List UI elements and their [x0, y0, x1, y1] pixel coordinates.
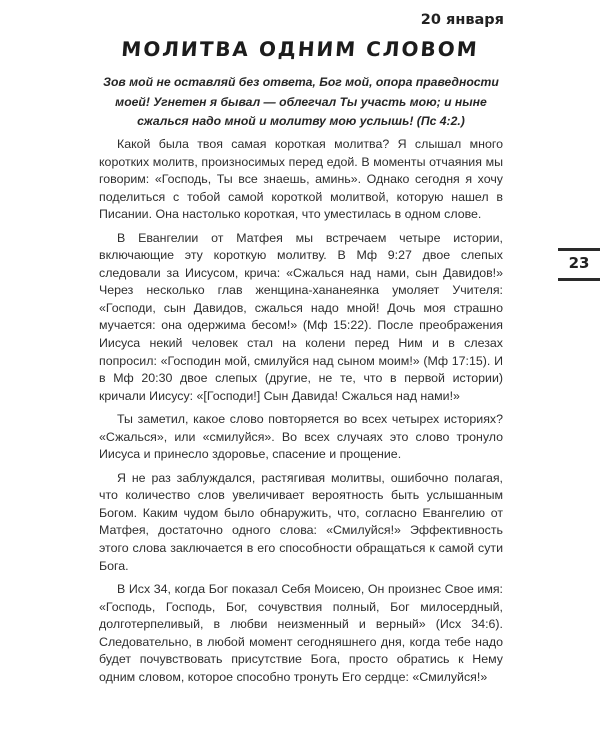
paragraph-1: Какой была твоя самая короткая молитва? Я слышал много коротких молитв, произносимых перед едой. В моменты отчаяния мы говорим: «Господь, Ты все знаешь, аминь». Однако сегодня я хочу поделиться с тобой самой короткой молитвой, которую нашел в Писании. Она настолько короткая, что уместилась в одном слове. — [99, 137, 503, 222]
epigraph-verse: Зов мой не оставляй без ответа, Бог мой, опора праведности моей! Угнетен я бывал — облегчал Ты участь мою; и ныне сжалься надо мной и молитву мою услышь! (Пс 4:2.) — [103, 75, 499, 128]
paragraph-4: Я не раз заблуждался, растягивая молитвы, ошибочно полагая, что количество слов увеличивает вероятность быть услышанным Богом. Каким чудом было обнаружить, что, согласно Евангелию от Матфея, достаточно одного слова: «Смилуйся!» Эффективность этого слова заключается в его способности обращаться к самой сути Бога. — [99, 470, 503, 573]
page-tab-top-rule — [558, 248, 600, 251]
paragraph-2: В Евангелии от Матфея мы встречаем четыре истории, включающие эту короткую молитву. В Мф 9:27 двое слепых следовали за Иисусом, крича: «Сжалься над нами, сын Давидов!» Через несколько глав женщина-хананеянка умоляет Учителя: «Господи, сын Давидов, сжалься надо мной! Дочь моя страшно мучается: она одержима бесом!» (Мф 15:22). После преображения Иисуса некий человек стал на колени перед Ним и в слезах попросил: «Господин мой, смилуйся над сыном моим!» (Мф 17:15). И в Мф 20:30 двое слепых (другие, не те, что в первой истории) кричали Иисусу: «[Господи!] Сын Давида! Сжалься над нами!» — [99, 230, 503, 403]
paragraph-5: В Исх 34, когда Бог показал Себя Моисею, Он произнес Свое имя: «Господь, Господь, Бог, сочувствия полный, Бог милосердный, долготерпеливый, в любви неизменный и верный» (Исх 34:6). Следовательно, в любой момент сегодняшнего дня, когда тебе надо будет почувствовать присутствие Бога, просто обратись к Нему одним словом, которое способно тронуть Его сердце: «Смилуйся!» — [99, 582, 503, 684]
page-tab-bottom-rule — [558, 278, 600, 281]
page-title: МОЛИТВА ОДНИМ СЛОВОМ — [120, 37, 480, 61]
article-body — [99, 136, 503, 692]
paragraph-3: Ты заметил, какое слово повторяется во всех четырех историях? «Сжалься», или «смилуйся». Во всех случаях это слово тронуло Иисуса и принесло здоровье, спасение и прощение. — [99, 412, 503, 462]
page-date: 20 января — [420, 12, 504, 28]
page-number: 23 — [568, 254, 590, 272]
